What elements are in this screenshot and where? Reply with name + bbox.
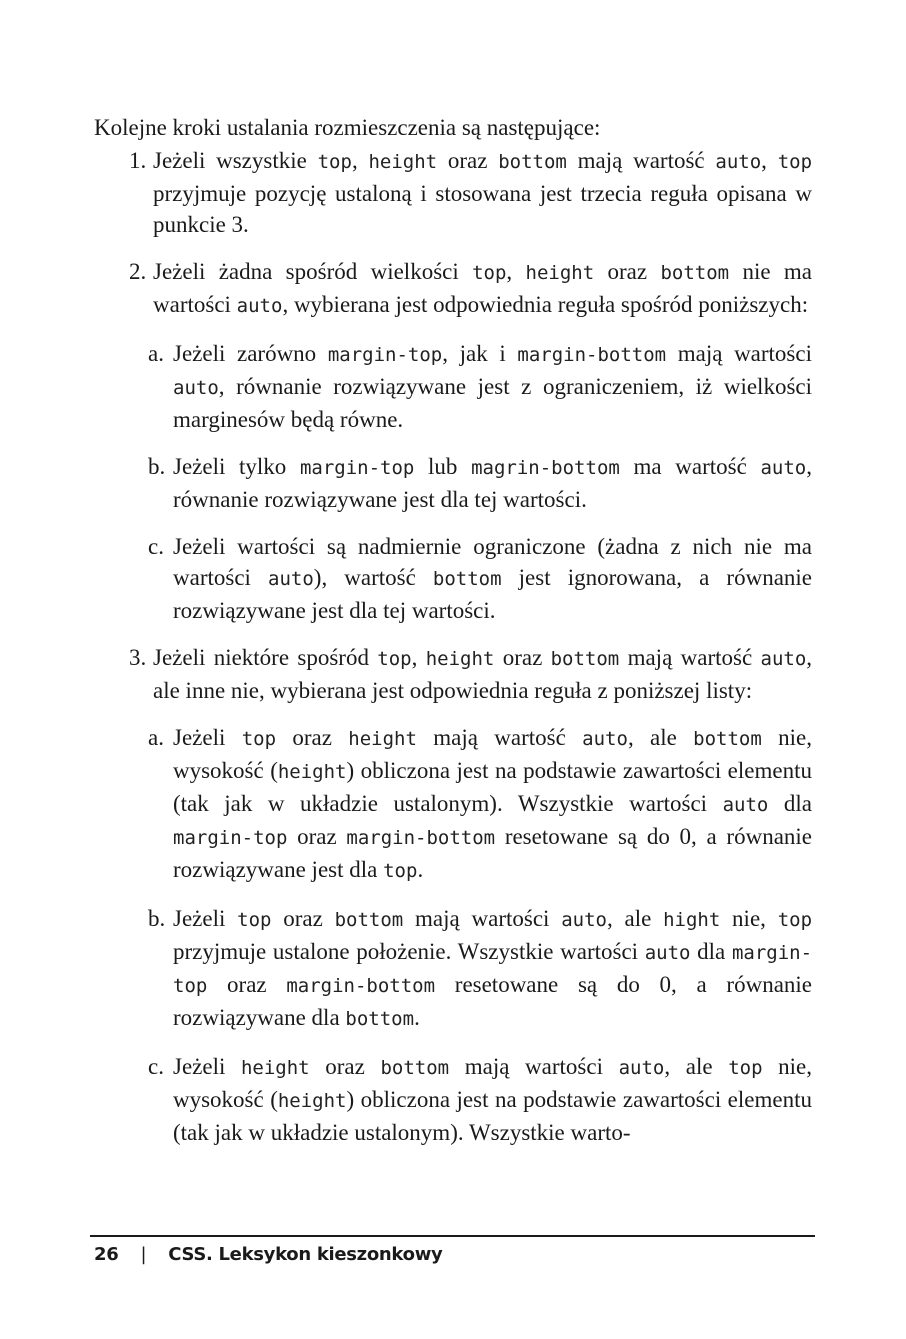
- code-term: top: [777, 909, 813, 931]
- list-item: [129, 642, 813, 706]
- text-run: oraz: [594, 259, 661, 284]
- list-marker: c.: [148, 534, 164, 559]
- code-term: bottom: [345, 1008, 415, 1030]
- text-run: mają wartość: [566, 148, 716, 173]
- text-run: mają wartości: [666, 341, 812, 366]
- text-run: ,: [351, 148, 369, 173]
- code-term: top: [377, 648, 412, 670]
- text-run: Jeżeli: [173, 725, 242, 750]
- code-term: auto: [582, 728, 628, 750]
- text-run: oraz: [287, 824, 347, 849]
- text-run: mają wartości: [449, 1054, 619, 1079]
- text-run: nie, wysokość (: [173, 1054, 812, 1112]
- code-term: top: [472, 262, 507, 284]
- code-term: top: [383, 860, 418, 882]
- text-run: ,: [506, 259, 526, 284]
- list-item: [129, 256, 812, 322]
- code-term: margin-top: [173, 827, 288, 849]
- text-run: , ale: [627, 725, 694, 750]
- code-term: margin-bottom: [286, 975, 436, 997]
- code-term: height: [425, 648, 495, 670]
- text-run: oraz: [271, 906, 335, 931]
- list-item: [129, 145, 813, 240]
- code-term: hight: [663, 909, 721, 931]
- code-term: bottom: [660, 262, 730, 284]
- text-run: Jeżeli wszystkie: [153, 148, 318, 173]
- code-term: bottom: [498, 151, 567, 173]
- code-term: margin-top: [299, 457, 415, 479]
- code-term: auto: [715, 151, 762, 173]
- text-run: oraz: [494, 645, 551, 670]
- code-term: top: [317, 151, 352, 173]
- list-item-text: [153, 645, 812, 703]
- text-run: nie, wysokość (: [173, 725, 812, 783]
- list-item-text: [173, 725, 812, 882]
- text-run: resetowane są do 0, a równanie rozwiązywane dla: [173, 972, 813, 1030]
- list-marker: a.: [148, 725, 164, 750]
- text-run: ) obliczona jest na podstawie zawartości elementu (tak jak w układzie ustalonym). Wszystkie warto-: [173, 1087, 812, 1145]
- code-term: auto: [760, 457, 807, 479]
- text-run: mają wartość: [619, 645, 761, 670]
- list-item-text: [173, 906, 812, 1030]
- code-term: height: [240, 1057, 310, 1079]
- code-term: magrin-bottom: [471, 457, 620, 479]
- code-term: bottom: [550, 648, 620, 670]
- code-term: auto: [644, 942, 691, 964]
- list-item: [148, 903, 813, 1035]
- text-run: , ale: [664, 1054, 729, 1079]
- text-run: nie,: [720, 906, 778, 931]
- text-run: mają wartości: [403, 906, 562, 931]
- text-run: mają wartość: [416, 725, 583, 750]
- code-term: auto: [173, 377, 219, 399]
- intro-paragraph: Kolejne kroki ustalania rozmieszczenia są następujące:: [94, 115, 601, 140]
- code-term: bottom: [693, 728, 762, 750]
- text-run: ) obliczona jest na podstawie zawartości elementu (tak jak w układzie ustalonym). Wszystkie wartości: [173, 758, 812, 816]
- code-term: height: [348, 728, 417, 750]
- page-footer: [94, 1243, 442, 1267]
- code-term: margin-bottom: [517, 344, 667, 366]
- code-term: bottom: [380, 1057, 450, 1079]
- code-term: height: [368, 151, 438, 173]
- code-term: margin-top: [327, 344, 443, 366]
- list-item-text: [173, 1054, 812, 1145]
- code-term: auto: [268, 568, 314, 590]
- list-item-text: [153, 148, 812, 237]
- code-term: auto: [618, 1057, 665, 1079]
- list-marker: a.: [148, 341, 164, 366]
- code-term: top: [728, 1057, 763, 1079]
- text-run: , ale: [606, 906, 664, 931]
- code-term: height: [277, 761, 347, 783]
- list-marker: 1.: [129, 148, 147, 173]
- list-marker: b.: [148, 454, 166, 479]
- text-run: , równanie rozwiązywane jest dla tej wartości.: [173, 454, 812, 512]
- text-run: oraz: [276, 725, 349, 750]
- code-term: top: [241, 728, 277, 750]
- text-run: jest ignorowana, a równanie rozwiązywane jest dla tej wartości.: [173, 565, 812, 623]
- code-term: auto: [236, 295, 283, 317]
- text-run: nie ma wartości: [153, 259, 812, 317]
- text-run: Jeżeli tylko: [173, 454, 300, 479]
- text-run: ,: [411, 645, 426, 670]
- code-term: auto: [760, 648, 807, 670]
- text-run: Jeżeli: [173, 906, 238, 931]
- list-item: [148, 338, 812, 435]
- rules-list: [94, 145, 812, 1148]
- list-item: [148, 1051, 812, 1148]
- text-run: , równanie rozwiązywane jest z ograniczeniem, iż wielkości marginesów będą równe.: [173, 374, 812, 432]
- code-term: height: [277, 1090, 347, 1112]
- list-item-text: [153, 259, 812, 317]
- code-term: auto: [561, 909, 607, 931]
- list-marker: 3.: [129, 645, 147, 670]
- page-number: 26: [94, 1244, 119, 1265]
- text-run: , ale inne nie, wybierana jest odpowiednia reguła z poniższej listy:: [153, 645, 813, 703]
- code-term: top: [777, 151, 813, 173]
- text-run: oraz: [309, 1054, 381, 1079]
- code-term: bottom: [334, 909, 404, 931]
- text-run: .: [414, 1005, 420, 1030]
- text-run: Jeżeli wartości są nadmiernie ograniczone (żadna z nich nie ma wartości: [173, 534, 812, 590]
- list-item: [148, 531, 812, 626]
- text-run: .: [417, 857, 424, 882]
- text-run: dla: [768, 791, 812, 816]
- text-run: ma wartość: [619, 454, 761, 479]
- list-marker: b.: [148, 906, 166, 931]
- list-marker: c.: [148, 1054, 164, 1079]
- list-item: [148, 722, 813, 887]
- text-run: Jeżeli: [173, 1054, 241, 1079]
- list-item: [148, 451, 812, 515]
- list-marker: 2.: [129, 259, 147, 284]
- text-run: lub: [414, 454, 472, 479]
- text-run: przyjmuje ustalone położenie. Wszystkie wartości: [173, 939, 645, 964]
- text-run: Jeżeli zarówno: [173, 341, 328, 366]
- text-run: Jeżeli niektóre spośród: [153, 645, 378, 670]
- list-item-text: [173, 341, 812, 432]
- text-run: resetowane są do 0, a równanie rozwiązywane jest dla: [173, 824, 813, 882]
- text-run: , wybierana jest odpowiednia reguła spośród poniższych:: [282, 292, 809, 317]
- code-term: margin-top: [173, 942, 813, 997]
- text-run: ,: [761, 148, 778, 173]
- book-title: CSS. Leksykon kieszonkowy: [168, 1244, 443, 1265]
- text-run: oraz: [207, 972, 287, 997]
- text-run: oraz: [437, 148, 499, 173]
- text-run: , jak i: [442, 341, 518, 366]
- footer-separator: |: [140, 1244, 147, 1265]
- text-run: ), wartość: [313, 565, 433, 590]
- code-term: height: [525, 262, 595, 284]
- code-term: auto: [722, 794, 769, 816]
- code-term: top: [237, 909, 272, 931]
- text-run: Jeżeli żadna spośród wielkości: [153, 259, 473, 284]
- list-item-text: [173, 454, 812, 512]
- code-term: margin-bottom: [346, 827, 496, 849]
- text-run: dla: [690, 939, 732, 964]
- list-item-text: [173, 534, 812, 623]
- page-body: [94, 112, 812, 1164]
- footer-divider: [90, 1235, 815, 1237]
- code-term: bottom: [432, 568, 502, 590]
- text-run: przyjmuje pozycję ustaloną i stosowana jest trzecia reguła opisana w punkcie 3.: [153, 181, 812, 237]
